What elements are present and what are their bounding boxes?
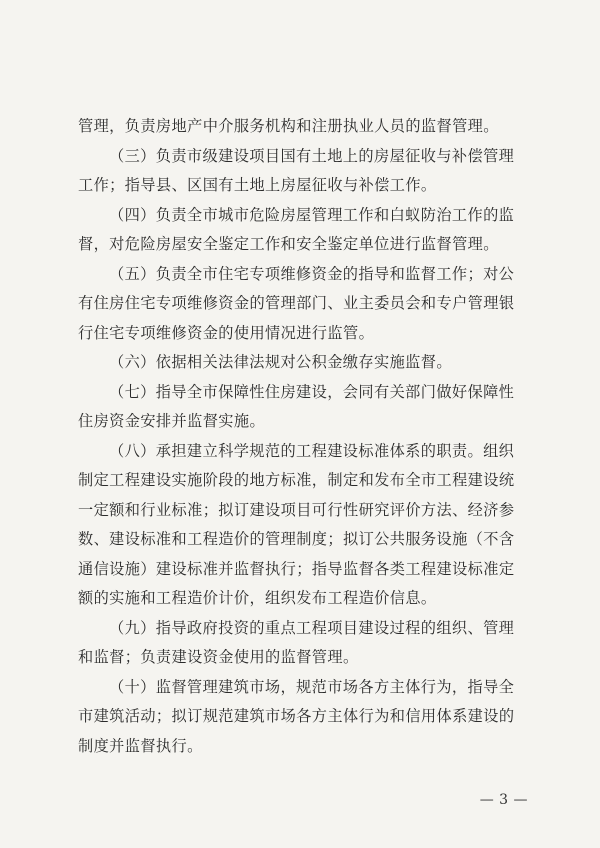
text-line: 通信设施）建设标准并监督执行；指导监督各类工程建设标准定 [78, 559, 515, 578]
text-line: 和监督；负责建设资金使用的监督管理。 [78, 648, 359, 666]
text-line: 额的实施和工程造价计价，组织发布工程造价信息。 [78, 589, 437, 607]
text-line: （八）承担建立科学规范的工程建设标准体系的职责。组织 [109, 441, 515, 460]
text-line: 制定工程建设实施阶段的地方标准，制定和发布全市工程建设统 [78, 471, 515, 489]
text-line: 住房资金安排并监督实施。 [78, 412, 266, 430]
text-line: （四）负责全市城市危险房屋管理工作和白蚁防治工作的监 [109, 205, 515, 224]
text-line: 数、建设标准和工程造价的管理制度；拟订公共服务设施（不含 [78, 530, 515, 548]
text-line: 工作；指导县、区国有土地上房屋征收与补偿工作。 [78, 176, 437, 194]
text-line: （七）指导全市保障性住房建设，会同有关部门做好保障性 [109, 382, 515, 401]
text-line: （三）负责市级建设项目国有土地上的房屋征收与补偿管理 [109, 146, 515, 165]
page-number: — 3 — [479, 792, 528, 808]
text-line: 有住房住宅专项维修资金的管理部门、业主委员会和专户管理银 [78, 294, 515, 312]
text-line: 行住宅专项维修资金的使用情况进行监管。 [78, 323, 375, 342]
body-text [78, 112, 528, 761]
text-line: 一定额和行业标准；拟订建设项目可行性研究评价方法、经济参 [78, 500, 515, 519]
text-line: （六）依据相关法律法规对公积金缴存实施监督。 [109, 353, 452, 371]
text-line: 管理，负责房地产中介服务机构和注册执业人员的监督管理。 [78, 117, 499, 135]
text-line: 督，对危险房屋安全鉴定工作和安全鉴定单位进行监督管理。 [78, 235, 499, 253]
text-line: （十）监督管理建筑市场，规范市场各方主体行为，指导全 [109, 677, 515, 696]
text-line: （九）指导政府投资的重点工程项目建设过程的组织、管理 [109, 618, 515, 637]
text-line: 市建筑活动；拟订规范建筑市场各方主体行为和信用体系建设的 [78, 707, 515, 725]
text-line: 制度并监督执行。 [78, 736, 203, 755]
text-line: （五）负责全市住宅专项维修资金的指导和监督工作；对公 [109, 264, 515, 283]
